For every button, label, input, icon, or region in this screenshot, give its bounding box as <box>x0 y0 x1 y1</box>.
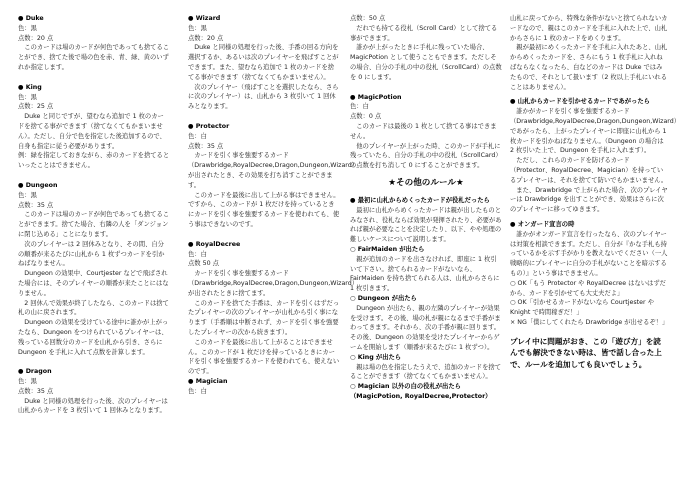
rule-text: 親が追加のカードを出さなければ、即座に 1 枚引いて下さい。捨てられるカードがないなら、FairMaiden を持ち捨てられる人は、山札からさらに 1 枚引きます。 <box>350 255 500 293</box>
card-heading-king: ● King <box>18 83 170 93</box>
other-rules-title: ★その他のルール★ <box>388 177 464 188</box>
card-text: このカードは最後の 1 枚として捨てる事はできません。 <box>350 122 497 140</box>
rule-subheading-white-cards: ○ Magician 以外の白の役札が出たら（MagicPotion, RoyalDecree,Protector） <box>350 382 502 402</box>
card-points: 点数：50 点 <box>350 15 386 22</box>
rule-text: 山札に戻ってから、特殊な条件がないと捨てられないカードなので、親はこのカードを手札に入れた上で、山札からさらに 1 枚のカードをめくります。 <box>510 15 668 42</box>
column-2 <box>188 14 359 396</box>
card-heading-royaldecree: ● RoyalDecree <box>188 240 340 250</box>
card-example: 例：緑を指定しておきながら、赤のカードを捨てるといったことはできません。 <box>18 152 170 170</box>
card-color: 色：黒 <box>18 191 37 199</box>
card-points: 点数：35 点 <box>18 201 54 209</box>
rule-example-ok: ○ OK「引かせるカードがないなら Courtjester や Knight で時間稼ぎだ！」 <box>510 299 654 317</box>
card-color: 色：黒 <box>18 24 37 32</box>
column-1 <box>18 14 170 416</box>
rule-heading-draw-finish: ● 山札からカードを引かせるカードであがったら <box>510 97 668 107</box>
card-color: 色：白 <box>188 132 207 140</box>
rule-text: また、Drawbridge で上がられた場合、次のプレイヤーは Drawbridge を出すことができ、効果はさらに次のプレイヤーに移ってゆきます。 <box>510 186 668 214</box>
card-heading-dungeon: ● Dungeon <box>18 181 170 191</box>
card-text: Dungeon の効果中、Courtjester などで飛ばされた場合には、そのプレイヤーの順番が来たことにはなりません。 <box>18 270 169 297</box>
card-text: このカードを捨てた手番は、カードを引くはずだったプレイヤーの次のプレイヤーが山札から引く事になります（手番順は中断されず、カードを引く事を強要したプレイヤーの次から続きます）。 <box>188 299 340 336</box>
rule-text: 最初に山札からめくったカードは親が出したものとみなされ、役札ならば効果が発揮されたり、必要があれば親が必要なことを決定したり、以下、やや処理の難しいケースについて説明します。 <box>350 206 502 244</box>
rule-text: ただし、これらのカードを防げるカード（Protector、RoyalDecree、Magician）を持っているプレイヤーは、それを捨てて防いでもかまいません。 <box>510 157 668 184</box>
card-text: 2 回休んで効果が終了したなら、このカードは捨て札の山に戻されます。 <box>18 299 169 317</box>
rule-heading-on-guard: ● オンガード宣言の時 <box>510 220 668 230</box>
card-text: カードを引く事を強要するカード（Drawbridge,RoyalDecree,Dragon,Dungeon,Wizard）が出されたとき、その効果を打ち消すことができます。 <box>188 152 359 189</box>
card-points: 点数：20 点 <box>188 34 224 42</box>
rule-text: 親が最初にめくったカードを手札に入れたあと、山札からめくったカードを、さらにもう 1 枚手札に入れねばならなくなったら、白などのカードは Duke ではみたもので、それとして扱います（2 枚以上手札にいれることはありません）。 <box>510 44 668 91</box>
card-heading-wizard: ● Wizard <box>188 14 340 24</box>
card-heading-duke: ● Duke <box>18 14 170 24</box>
card-color: 色：白 <box>188 250 207 258</box>
card-text: Duke と同様の処理を行った後、次のプレイヤーは山札からカードを 3 枚引いて 1 回休みとなります。 <box>18 397 168 415</box>
card-heading-magicpotion: ● MagicPotion <box>350 93 502 103</box>
card-heading-dragon: ● Dragon <box>18 367 170 377</box>
rule-example-ok: ○ OK「もう Protector や RoyalDecree はないはずだから、カードを引かせても大丈夫だよ」 <box>510 279 666 297</box>
closing-note: プレイ中に問題がおき、この「遊び方」を読んでも解決できない時は、皆で話し合った上で、ルールを追加しても良いでしょう。 <box>510 336 662 369</box>
rule-subheading-fairmaiden: ○ FairMaiden が出たら <box>350 245 502 255</box>
card-color: 色：黒 <box>18 378 37 386</box>
card-heading-protector: ● Protector <box>188 122 340 132</box>
rule-subheading-king: ○ King が出たら <box>350 353 502 363</box>
card-points: 点数：0 点 <box>350 113 382 121</box>
rule-example-ng: × NG「僕にしてくれたら Drawbridge が出せるぞ！」 <box>510 318 669 326</box>
card-points: 点数：20 点 <box>18 34 54 42</box>
card-text: 次のプレイヤー（飛ばすことを選択したなら、さらに次のプレイヤー）は、山札から 3 枚引いて 1 回休みとなります。 <box>188 83 339 111</box>
card-text: このカードは場のカードが何色であっても捨てることができます。捨てた場合、右隣の人を「ダンジョンに閉じ込める」ことになります。 <box>18 211 170 238</box>
card-text: 他のプレイヤーが上がった時、このカードが手札に残っていたら、自分の手札の中の役札（ScrollCard）の点数を打ち消して 0 にすることができます。 <box>350 142 502 170</box>
card-text: Duke と同様の処理を行った後、手番の回る方向を選択するか、あるいは次のプレイヤーを飛ばすことができます。また、望むなら追加で 1 枚のカードを捨てる事ができます（捨てなくてもかまいません）。 <box>188 44 339 81</box>
column-4 <box>510 14 680 370</box>
rule-text: 親は場の色を指定したうえで、追加のカードを捨てることができます（捨てなくてもかまいません）。 <box>350 363 501 381</box>
card-text: このカードは場のカードが何色であっても捨てることができ、捨てた後で場の色を赤、青、緑、黄のいずれか指定します。 <box>18 44 170 71</box>
card-text: Duke と同じですが、望むなら追加で 1 枚のカードを捨てる事ができます（捨てなくてもかまいません）。ただし、自分で色を指定した後追加するので、自身も指定に従う必要があります。 <box>18 113 166 150</box>
card-text: だれでも持てる役札（Scroll Card）として捨てる事ができます。 <box>350 24 498 42</box>
card-text: Dungeon の効果を受けている途中に誰かが上がったなら、Dungeon をつけられているプレイヤーは、残っている回数分のカードを山札から引き、さらに Dungeon を手札に入れて点数を計算します。 <box>18 319 169 356</box>
card-text: このカードを最後に出して上がる事はできません。ですから、このカードが 1 枚だけを持っているときにカードを引く事を強要するカードを使われても、使う事はできないのです。 <box>188 191 340 228</box>
card-text: 次のプレイヤーは 2 回休みとなり、その間、自分の順番が来るたびに山札から 1 枚ずつカードを引かねばなりません。 <box>18 240 165 268</box>
card-points: 点数：25 点 <box>18 103 54 111</box>
card-color: 色：黒 <box>18 93 37 101</box>
rule-text: 誰かがカードを引く事を強要するカード（Drawbridge,RoyalDecree,Dragon,Dungeon,Wizard）であがったら、上がったプレイヤーに即座に山札から 1 枚カードを引かねばなりません。（Dungeon の場合は 2 枚引いた上で、Dungeon を手札に入れます）。 <box>510 108 680 155</box>
card-text: 誰かが上がったときに手札に残っていた場合、MagicPotion として使うこともできます。ただしその場合、自分の手札の中の役札（ScrollCard）の点数を 0 にします。 <box>350 44 502 81</box>
card-color: 色：黒 <box>188 24 207 32</box>
rule-heading-first-card: ● 最初に山札からめくったカードが役札だったら <box>350 196 502 206</box>
card-color: 色：白 <box>350 103 369 111</box>
card-color: 色：白 <box>188 387 207 395</box>
card-text: カードを引く事を強要するカード（Drawbridge,RoyalDecree,Dragon,Dungeon,Wizard）が出されたときに捨てます。 <box>188 270 359 297</box>
rule-text: Dungeon が出たら、親の左隣のプレイヤーが効果を受けます。その後、場の札が親になるまで手番がまわってきます。それから、次の手番が親に回ります。その後、Dungeon の効果を受けたプレイヤーからゲームを開始します（順番が来るたびに 1 枚ずつ）。 <box>350 304 501 351</box>
rule-subheading-dungeon: ○ Dungeon が出たら <box>350 294 502 304</box>
column-3 <box>350 14 502 402</box>
card-points: 点数：35 点 <box>18 387 54 395</box>
card-points: 点数：35 点 <box>188 142 224 150</box>
card-text: このカードを最後に出して上がることはできません。このカードが 1 枚だけを持っているときにカードを引く事を強要するカードを使われても、使えないのです。 <box>188 338 340 376</box>
rule-text: 誰かがオンガード宣言を行ったなら、次のプレイヤーは対策を相談できます。ただし、自分が『かな手札も持っているかを示す手がかりを教えないでください（一人戦略的にプレイヤーに自分の手札がないことを暗示するもの）』という事はできません。 <box>510 230 668 277</box>
card-heading-magician: ● Magician <box>188 377 340 387</box>
card-points: 点数 50 点 <box>188 260 219 268</box>
